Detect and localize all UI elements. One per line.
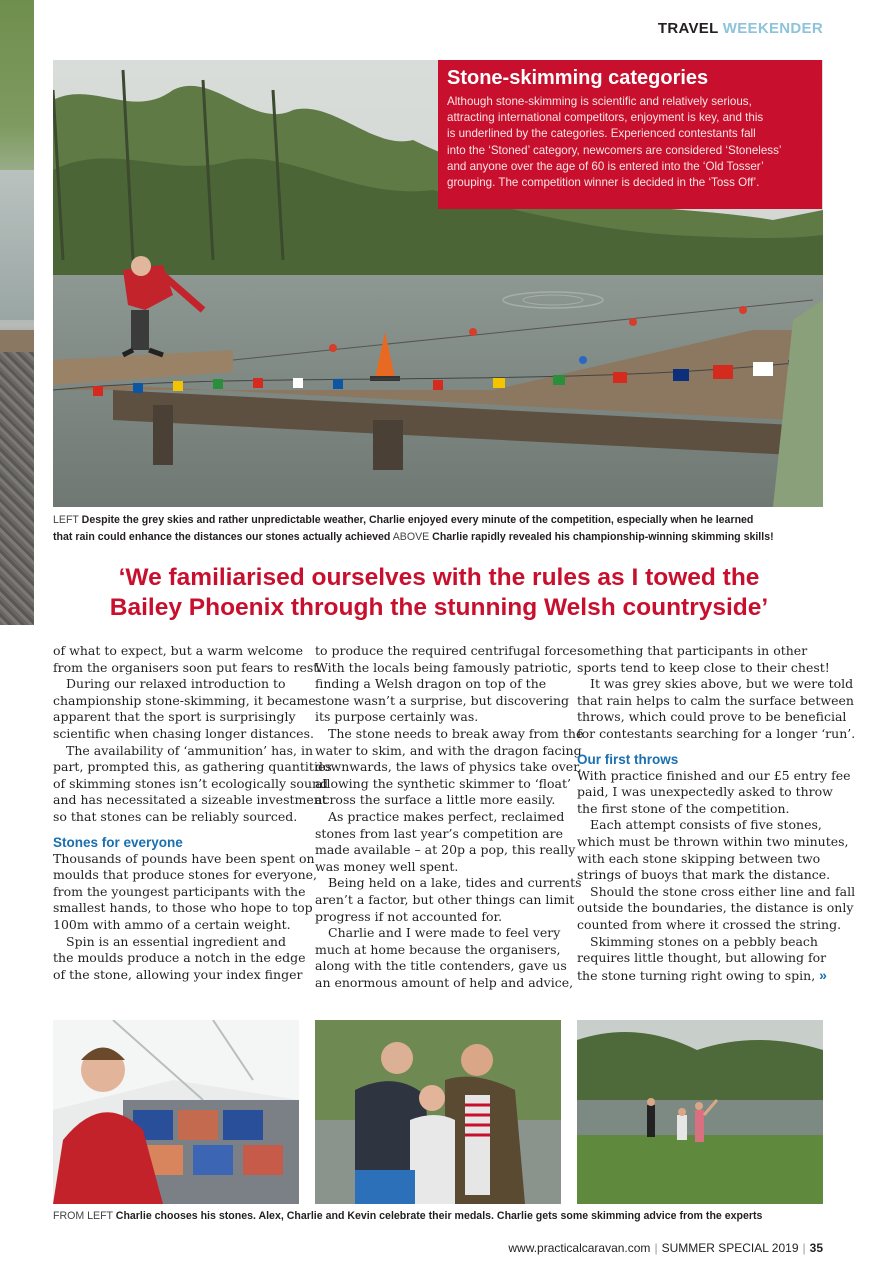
paragraph: Skimming stones on a pebbly beach requires little thought, but allowing for the stone turning right owing to spin, » xyxy=(577,933,827,983)
footer-issue: SUMMER SPECIAL 2019 xyxy=(661,1241,799,1255)
sidebar-body: Although stone-skimming is scientific and relatively serious, attracting international competitors, enjoyment is key, and this is underlined by the categories. Experienced contestants fall into the ‘Stoned’ category, newcomers are considered ‘Stoneless’ and anyone over the age of 60 is entered into the ‘Old Tosser’ grouping. The competition winner is decided in the ‘Toss Off’. xyxy=(447,95,782,190)
paragraph: to produce the required centrifugal force. With the locals being famously patriotic, finding a Welsh dragon on top of the stone wasn’t a surprise, but discovering its purpose certainly was. xyxy=(315,643,581,725)
photo-caption-bottom: FROM LEFT Charlie chooses his stones. Alex, Charlie and Kevin celebrate their medals. Charlie gets some skimming advice from the experts xyxy=(53,1210,763,1222)
continue-arrow-icon: » xyxy=(819,966,827,983)
paragraph: Each attempt consists of five stones, which must be thrown within two minutes, with each stone skipping between two strings of buoys that mark the distance. xyxy=(577,817,849,883)
photo-alex-charlie-kevin-medals xyxy=(315,1020,561,1204)
paragraph: With practice finished and our £5 entry fee paid, I was unexpectedly asked to throw the first stone of the competition. xyxy=(577,767,851,816)
paragraph: Spin is an essential ingredient and the moulds produce a notch in the edge of the stone, allowing your index finger xyxy=(53,933,306,982)
footer-url: www.practicalcaravan.com xyxy=(508,1241,651,1255)
body-column-2 xyxy=(315,643,584,991)
section-header xyxy=(658,20,823,37)
paragraph: of what to expect, but a warm welcome from the organisers soon put fears to rest. xyxy=(53,643,323,675)
page-number: 35 xyxy=(809,1241,823,1255)
photo-caption-top: LEFT Despite the grey skies and rather unpredictable weather, Charlie enjoyed every minute of the competition, especially when he learned that rain could enhance the distances our stones actually achieved ABOVE Charlie rapidly revealed his championship-winning skimming skills! xyxy=(53,514,774,543)
paragraph: Charlie and I were made to feel very much at home because the organisers, along with the title contenders, gave us an enormous amount of help and advice, xyxy=(315,925,574,990)
paragraph: Should the stone cross either line and fall outside the boundaries, the distance is only counted from where it crossed the string. xyxy=(577,883,856,932)
paragraph: It was grey skies above, but we were told that rain helps to calm the surface between throws, which could prove to be beneficial for contestants searching for a longer ‘run’. xyxy=(577,676,856,741)
paragraph: As practice makes perfect, reclaimed stones from last year’s competition are made available – at 20p a pop, this really was money well spent. xyxy=(315,808,576,874)
subsection-label: WEEKENDER xyxy=(722,20,823,37)
photo-charlie-chooses-stones xyxy=(53,1020,299,1204)
page-footer: www.practicalcaravan.com | SUMMER SPECIAL 2019 | 35 xyxy=(508,1241,823,1255)
body-column-1 xyxy=(53,643,332,983)
sidebar-stone-skimming-categories xyxy=(438,60,822,209)
paragraph: Being held on a lake, tides and currents aren’t a factor, but other things can limit progress if not accounted for. xyxy=(315,875,582,924)
paragraph: The availability of ‘ammunition’ has, in part, prompted this, as gathering quantities of skimming stones isn’t ecologically sound and has necessitated a sizeable investment so that stones can be reliably sourced. xyxy=(53,742,332,824)
pull-quote: ‘We familiarised ourselves with the rules as I towed the Bailey Phoenix through the stunning Welsh countryside’ xyxy=(109,564,769,621)
photo-skimming-advice-experts xyxy=(577,1020,823,1204)
subheading-our-first-throws: Our first throws xyxy=(577,751,679,767)
paragraph: Thousands of pounds have been spent on moulds that produce stones for everyone, from the youngest participants with the smallest hands, to those who hope to top 100m with ammo of a certain weight. xyxy=(53,850,318,932)
left-page-photo-strip xyxy=(0,0,34,625)
subheading-stones-for-everyone: Stones for everyone xyxy=(53,834,183,850)
section-label: TRAVEL xyxy=(657,20,719,37)
paragraph: During our relaxed introduction to championship stone-skimming, it became apparent that the sport is surprisingly scientific when chasing longer distances. xyxy=(53,676,316,741)
body-column-3 xyxy=(577,643,856,984)
paragraph: The stone needs to break away from the water to skim, and with the dragon facing downwards, the laws of physics take over, allowing the synthetic skimmer to ‘float’ across the surface a little more easily. xyxy=(315,725,584,808)
sidebar-title: Stone-skimming categories xyxy=(447,67,709,89)
paragraph: something that participants in other sports tend to keep close to their chest! xyxy=(577,643,830,675)
